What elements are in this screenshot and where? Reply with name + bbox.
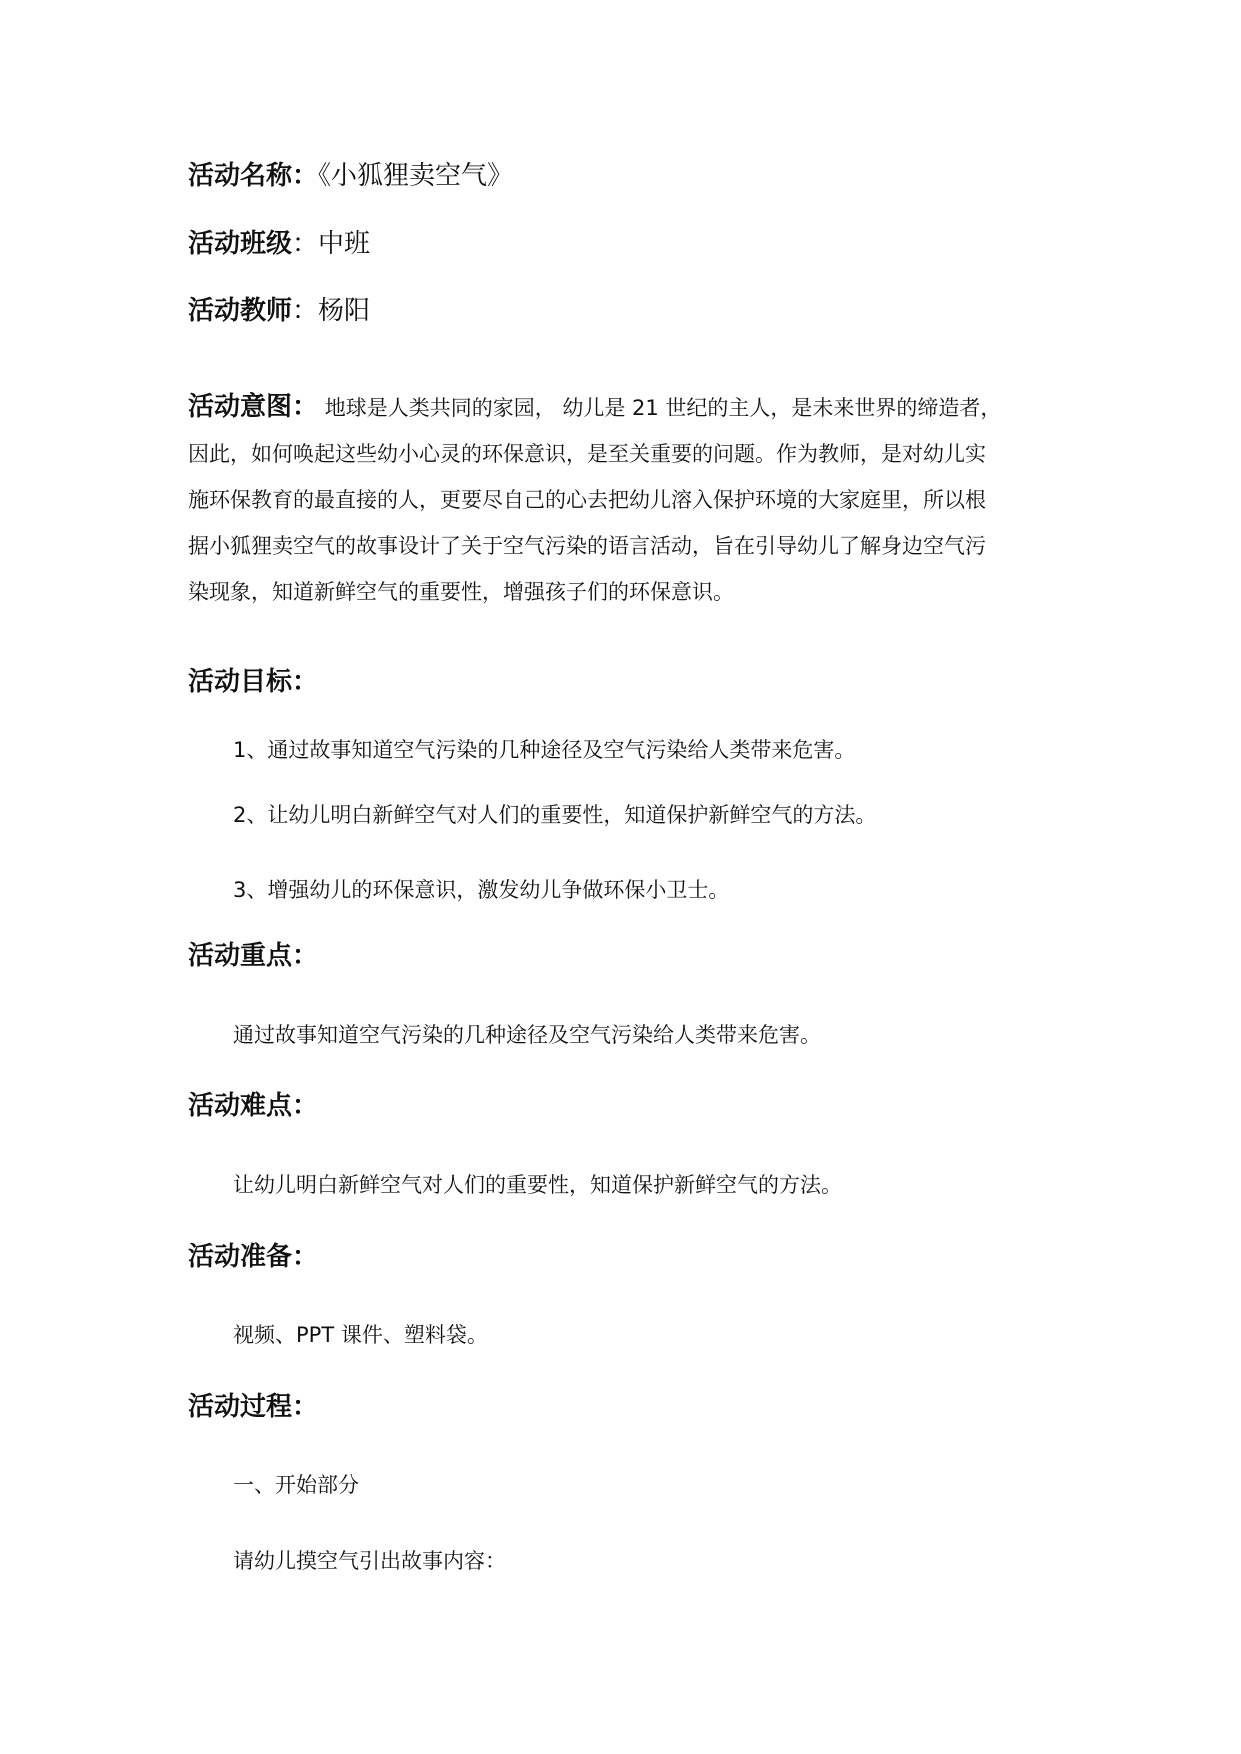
process-section-title: 一、开始部分 [233, 1473, 359, 1497]
activity-teacher-line [188, 293, 370, 329]
key-point-text: 通过故事知道空气污染的几种途径及空气污染给人类带来危害。 [233, 1023, 821, 1047]
activity-goals-label: 活动目标： [188, 667, 319, 697]
intent-line-1 [188, 384, 1088, 431]
activity-process-heading [188, 1389, 318, 1425]
activity-key-point-heading [188, 938, 318, 974]
process-intro-text: 请幼儿摸空气引出故事内容： [233, 1549, 506, 1573]
activity-teacher-value: ：杨阳 [292, 296, 371, 326]
intent-line-2: 因此，如何唤起这些幼小心灵的环保意识，是至关重要的问题。作为教师，是对幼儿实 [188, 442, 986, 466]
activity-teacher-label: 活动教师 [188, 296, 293, 326]
activity-difficulty-label: 活动难点： [188, 1091, 319, 1121]
activity-goals-heading [188, 664, 318, 700]
intent-line-4: 据小狐狸卖空气的故事设计了关于空气污染的语言活动，旨在引导幼儿了解身边空气污 [188, 534, 986, 558]
intent-text-1: 地球是人类共同的家园， 幼儿是 21 世纪的主人，是未来世界的缔造者， [318, 396, 1002, 420]
activity-intent-label: 活动意图： [188, 392, 319, 422]
activity-name-value: 《小狐狸卖空气》 [318, 161, 514, 191]
activity-preparation-label: 活动准备： [188, 1242, 319, 1272]
activity-class-label: 活动班级 [188, 229, 293, 259]
activity-difficulty-heading [188, 1088, 318, 1124]
goal-item: 2、让幼儿明白新鲜空气对人们的重要性，知道保护新鲜空气的方法。 [233, 803, 877, 827]
intent-line-5: 染现象，知道新鲜空气的重要性，增强孩子们的环保意识。 [188, 580, 734, 604]
activity-class-value: ：中班 [292, 229, 371, 259]
activity-name-label: 活动名称： [188, 161, 319, 191]
difficulty-text: 让幼儿明白新鲜空气对人们的重要性，知道保护新鲜空气的方法。 [233, 1173, 842, 1197]
preparation-text: 视频、PPT 课件、塑料袋。 [233, 1323, 488, 1347]
activity-class-line [188, 226, 370, 262]
activity-key-point-label: 活动重点： [188, 941, 319, 971]
goal-item: 3、增强幼儿的环保意识，激发幼儿争做环保小卫士。 [233, 878, 730, 902]
activity-name-line [188, 158, 513, 194]
activity-preparation-heading [188, 1239, 318, 1275]
goal-item: 1、通过故事知道空气污染的几种途径及空气污染给人类带来危害。 [233, 738, 856, 762]
intent-line-3: 施环保教育的最直接的人，更要尽自己的心去把幼儿溶入保护环境的大家庭里，所以根 [188, 488, 986, 512]
activity-intent-paragraph [188, 384, 1088, 615]
activity-process-label: 活动过程： [188, 1392, 319, 1422]
